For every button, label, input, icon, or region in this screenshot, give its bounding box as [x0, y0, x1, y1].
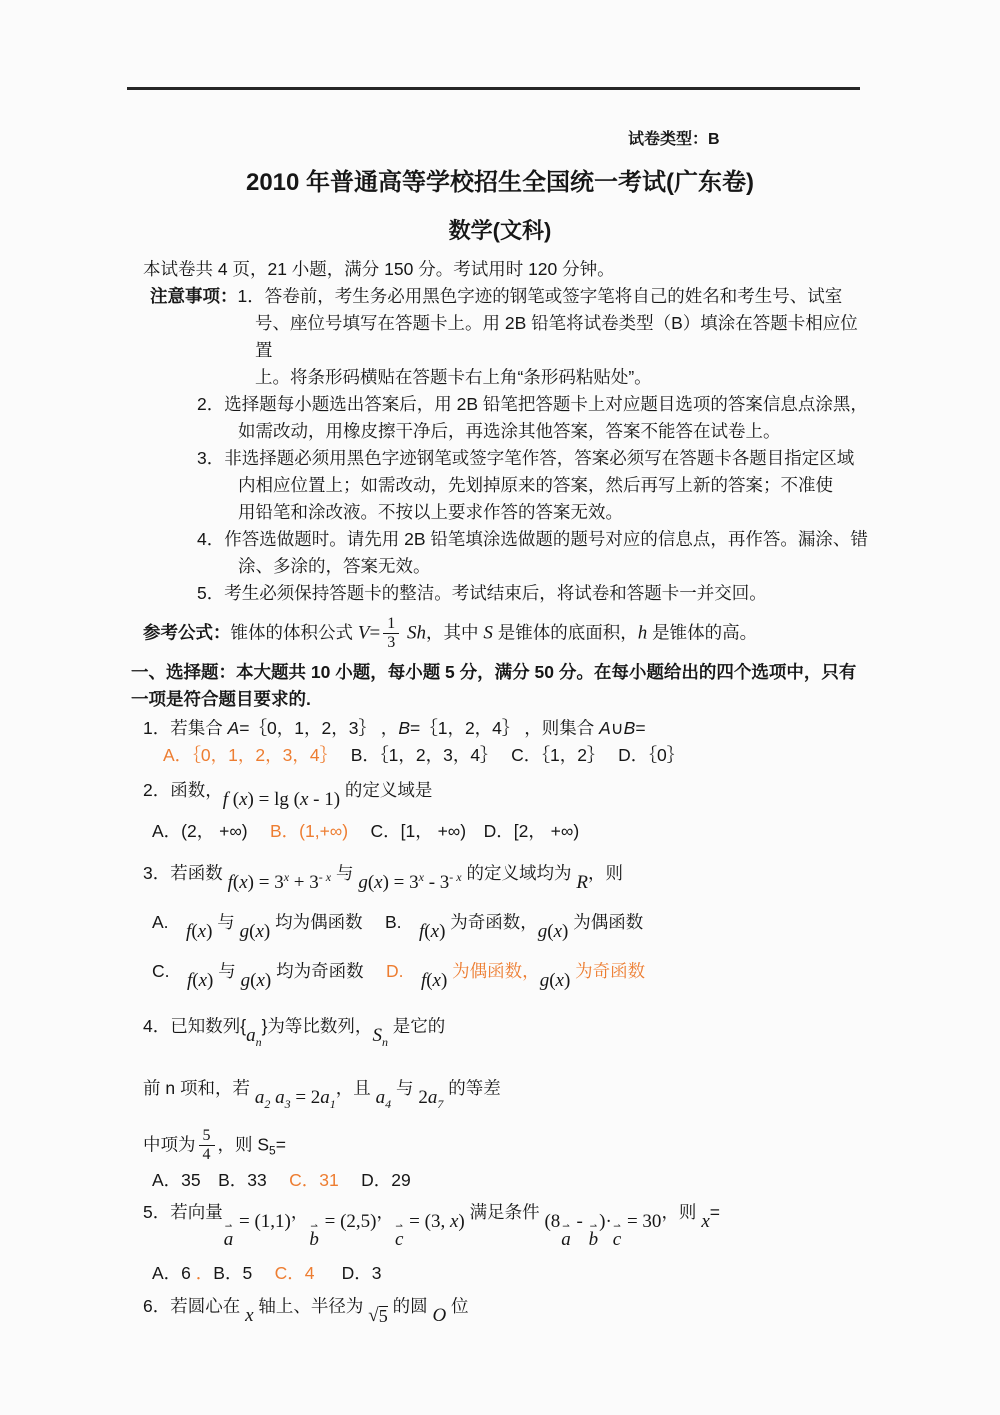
notes-item-4	[127, 526, 869, 553]
text-run: ⇀ a	[223, 1220, 234, 1250]
text-run: ⇀ c	[394, 1220, 404, 1250]
text-run: ，则	[661, 1201, 702, 1222]
text-run: 上。将条形码横贴在答题卡右上角“条形码粘贴处”。	[255, 367, 652, 387]
text-run: 3．若函数	[143, 862, 228, 883]
text-run: A	[599, 717, 611, 738]
text-run: a	[270, 1086, 285, 1108]
text-run: A．(2， +∞)	[152, 820, 270, 841]
text-run: ⇀ b	[309, 1220, 319, 1250]
text-run: 的等差	[443, 1077, 501, 1098]
notes-item-2	[127, 391, 869, 418]
document-body	[127, 256, 869, 1326]
text-run: - x	[318, 869, 332, 884]
text-run: g	[239, 920, 250, 942]
text-run: f	[419, 920, 425, 942]
vector-arrow-icon: ⇀	[395, 1220, 403, 1231]
text-run: R	[576, 871, 588, 893]
text-run: )	[562, 920, 569, 942]
text-run: (	[426, 969, 433, 991]
text-run: 是锥体的底面积，	[492, 622, 638, 643]
vector-arrow-icon: ⇀	[310, 1220, 318, 1231]
text-run: h	[637, 622, 648, 644]
text-run: 1	[329, 1096, 336, 1111]
text-run: 一项是符合题目要求的.	[131, 688, 311, 709]
text-run: A	[227, 717, 240, 738]
text-run: 是锥体的高。	[647, 622, 758, 643]
text-run: }为等比数列，	[261, 1015, 373, 1036]
section-heading-cont	[127, 686, 869, 713]
text-run: 均为偶函数 B.	[270, 911, 420, 932]
text-run: 与	[212, 911, 240, 932]
text-run: (8	[544, 1210, 561, 1232]
text-run: + 3	[289, 871, 319, 893]
text-run: 为奇函数，	[445, 911, 538, 932]
text-run: C．4	[274, 1262, 315, 1283]
text-run: B	[398, 717, 410, 738]
text-run: 6．若圆心在	[143, 1295, 246, 1316]
text-run: f	[186, 920, 192, 942]
text-run: S	[483, 622, 493, 644]
text-run: a	[320, 1086, 330, 1108]
paper-type-label: 试卷类型：B	[628, 131, 720, 148]
text-run: ) = 3	[382, 871, 419, 893]
text-run: 3．非选择题必须用黑色字迹钢笔或签字笔作答，答案必须写在答题卡各题目指定区域	[197, 448, 855, 468]
text-run: - x	[449, 869, 462, 884]
text-run: g	[537, 920, 548, 942]
question-4-cont	[127, 1075, 869, 1109]
text-run: =	[709, 1201, 720, 1222]
text-run: 2	[264, 1096, 271, 1111]
vector-arrow-icon: ⇀	[562, 1220, 570, 1231]
text-run: )	[440, 969, 448, 991]
text-run: )	[458, 1210, 465, 1232]
text-run: a	[246, 1024, 256, 1046]
text-run: 5	[269, 1143, 276, 1158]
text-run: x	[256, 969, 265, 991]
vector-arrow-icon: ⇀	[589, 1220, 598, 1231]
text-run: 中项为	[143, 1134, 196, 1155]
notes-item-2-cont	[127, 418, 869, 445]
text-run: 前 n 项和，若	[143, 1077, 255, 1098]
text-run: x	[418, 869, 424, 884]
text-run: x	[701, 1210, 710, 1232]
text-run: 与	[391, 1077, 419, 1098]
text-run: )	[439, 920, 446, 942]
text-run: 为偶函数	[568, 911, 644, 932]
question-4-cont2	[127, 1127, 869, 1165]
text-run: = 2	[290, 1086, 321, 1108]
question-4-options	[127, 1167, 869, 1194]
text-run: = 30	[622, 1210, 662, 1232]
text-run: 本试卷共 4 页，21 小题，满分 150 分。考试用时 120 分钟。	[143, 259, 615, 279]
text-run: O	[432, 1304, 447, 1326]
intro-line	[127, 256, 869, 283]
text-run: ⇀ b	[588, 1220, 599, 1250]
text-run: 1．若集合	[143, 717, 228, 738]
text-run: ∪	[610, 717, 624, 738]
text-run: x	[299, 788, 309, 810]
question-4	[127, 1013, 869, 1047]
text-run: f	[222, 788, 229, 810]
text-run: = (2,5)	[319, 1210, 377, 1232]
text-run: x	[283, 869, 290, 884]
notes-item-1-cont	[127, 364, 869, 391]
section-heading	[127, 659, 869, 686]
text-run: B．(1,+∞)	[269, 820, 349, 841]
text-run: (	[549, 969, 556, 991]
notes-item-1	[127, 283, 869, 310]
text-run: D.	[385, 960, 404, 981]
question-1	[127, 715, 869, 742]
text-run: 为奇函数	[570, 960, 646, 981]
text-run: a	[427, 1086, 438, 1108]
text-run: B	[623, 717, 636, 738]
question-2	[127, 777, 869, 810]
text-run: = (1,1)	[234, 1210, 291, 1232]
text-run: 5．若向量	[143, 1201, 223, 1222]
text-run: ，	[290, 1201, 309, 1222]
text-run: C．31	[289, 1169, 339, 1190]
text-run: 的定义域是	[340, 779, 433, 800]
text-run: ) = lg (	[247, 788, 300, 810]
text-run: f	[420, 969, 427, 991]
text-run: 为偶函数，	[447, 960, 540, 981]
text-run: 2．选择题每小题选出答案后，用 2B 铅笔把答题卡上对应题目选项的答案信息点涂黑，	[197, 394, 868, 414]
text-run: x	[239, 871, 248, 893]
text-run: ，	[376, 1201, 394, 1222]
text-run: (	[232, 871, 240, 893]
text-run: )	[207, 969, 214, 991]
text-run: 2	[418, 1086, 428, 1108]
text-run: 3	[284, 1096, 291, 1111]
text-run: =	[275, 1134, 286, 1155]
text-run: 的圆	[387, 1295, 433, 1316]
text-run: 1．答卷前，考生务必用黑色字迹的钢笔或签字笔将自己的姓名和考生号、试室	[237, 286, 843, 306]
text-run: 均为奇函数	[271, 960, 386, 981]
text-run: D．3	[314, 1262, 382, 1283]
text-run: 4	[385, 1096, 392, 1111]
text-run: A.	[152, 911, 187, 932]
text-run	[403, 961, 421, 981]
text-run: B．｛1，2，3，4｝ C．｛1，2｝ D．｛0｝	[328, 744, 685, 765]
question-6	[127, 1293, 869, 1326]
text-run: ⇀ c	[612, 1220, 622, 1250]
text-run: $\frac{1}{3}$	[383, 615, 399, 653]
text-run: ) = 3	[247, 871, 284, 893]
text-run: 号、座位号填写在答题卡上。用 2B 铅笔将试卷类型（B）填涂在答题卡相应位置	[255, 313, 858, 360]
text-run: (	[547, 920, 554, 942]
text-run: ．	[195, 1262, 214, 1283]
question-2-options	[127, 818, 869, 845]
text-run: B．5	[213, 1262, 275, 1283]
notes-item-1-cont	[127, 310, 869, 364]
text-run: x	[198, 969, 208, 991]
text-run: x	[239, 788, 248, 810]
text-run: (	[250, 969, 257, 991]
text-run: A．6	[152, 1262, 196, 1283]
text-run: 与	[331, 862, 359, 883]
text-run: =	[635, 717, 646, 738]
text-run: g	[358, 871, 368, 893]
text-run: 如需改动，用橡皮擦干净后，再选涂其他答案，答案不能答在试卷上。	[238, 421, 781, 441]
exam-title: 2010 年普通高等学校招生全国统一考试(广东卷)	[245, 169, 755, 196]
text-run: )	[563, 969, 571, 991]
text-run: Sh	[402, 622, 426, 644]
text-run: S	[372, 1024, 382, 1046]
text-run: - 1)	[308, 788, 341, 810]
text-run: x	[255, 920, 264, 942]
text-run: n	[381, 1034, 388, 1049]
exam-subtitle: 数学(文科)	[448, 218, 552, 243]
text-run: =	[369, 622, 381, 644]
text-run: 5．考生必须保持答题卡的整洁。考试结束后，将试卷和答题卡一并交回。	[197, 583, 767, 603]
text-run: $\frac{5}{4}$	[199, 1127, 215, 1165]
question-3-options-cd	[127, 958, 869, 991]
vector-arrow-icon: ⇀	[613, 1220, 621, 1231]
question-5-options	[127, 1260, 869, 1287]
text-run: A．35 B．33	[152, 1169, 290, 1190]
question-5	[127, 1199, 869, 1250]
text-run: n	[255, 1034, 262, 1049]
text-run: 用铅笔和涂改液。不按以上要求作答的答案无效。	[238, 502, 623, 522]
text-run: V	[357, 622, 370, 644]
text-run: 4．作答选做题时。请先用 2B 铅笔填涂选做题的题号对应的信息点，再作答。漏涂、错	[197, 529, 868, 549]
vector-arrow-icon: ⇀	[224, 1220, 233, 1231]
text-run: 锥体的体积公式	[230, 622, 358, 643]
text-run: 一、选择题：本大题共 10 小题，每小题 5 分，满分 50 分。在每小题给出的四个选项中，只有	[131, 661, 857, 682]
question-3-options-ab	[127, 909, 869, 942]
text-run: ，则	[587, 862, 623, 883]
text-run: ，则 S	[217, 1134, 270, 1155]
text-run: 与	[213, 960, 241, 981]
question-1-options	[127, 742, 869, 769]
text-run: x	[197, 920, 207, 942]
text-run: D．29	[338, 1169, 411, 1190]
text-run: A．｛0，1，2，3，4｝	[163, 744, 329, 765]
text-run: (	[228, 788, 240, 810]
text-run: ，其中	[425, 622, 484, 643]
text-run: x	[432, 969, 441, 991]
text-run: -	[571, 1210, 588, 1232]
text-run: 注意事项：	[150, 286, 238, 306]
text-run: =｛1，2，4｝ ，则集合	[410, 717, 600, 738]
text-run: 轴上、半径为	[253, 1295, 369, 1316]
text-run: (	[424, 920, 431, 942]
text-run: 涂、多涂的，答案无效。	[238, 556, 431, 576]
text-run: (	[367, 871, 375, 893]
text-run: f	[187, 969, 193, 991]
text-run: 参考公式：	[143, 622, 231, 643]
text-run: g	[539, 969, 550, 991]
text-run: C．[1， +∞) D．[2， +∞)	[348, 820, 580, 841]
notes-item-5	[127, 580, 869, 607]
top-divider	[127, 87, 860, 90]
text-run: )	[263, 920, 271, 942]
text-run: C.	[152, 960, 187, 981]
text-run: )	[264, 969, 272, 991]
text-run: f	[227, 871, 233, 893]
question-3	[127, 855, 869, 893]
text-run: x	[430, 920, 440, 942]
notes-item-3	[127, 445, 869, 472]
text-run: 的定义域均为	[461, 862, 577, 883]
text-run: 4．已知数列{	[143, 1015, 247, 1036]
text-run: (	[191, 920, 198, 942]
text-run: a	[254, 1086, 265, 1108]
text-run: x	[245, 1304, 254, 1326]
reference-formula	[127, 615, 869, 653]
text-run: = (3,	[404, 1210, 450, 1232]
text-run: ，且	[335, 1077, 376, 1098]
text-run: 位	[446, 1295, 469, 1316]
text-run: 满足条件	[464, 1201, 545, 1222]
text-run: 7	[437, 1096, 444, 1111]
notes-item-3-cont	[127, 499, 869, 526]
text-run: x	[449, 1210, 459, 1232]
notes-item-3-cont	[127, 472, 869, 499]
text-run: x	[374, 871, 383, 893]
text-run: 内相应位置上；如需改动，先划掉原来的答案，然后再写上新的答案；不准使	[238, 475, 833, 495]
text-run: =｛0，1，2，3｝ ，	[239, 717, 399, 738]
text-run: x	[555, 969, 564, 991]
text-run: 2．函数，	[143, 779, 223, 800]
text-run: )·	[599, 1210, 612, 1232]
text-run: x	[553, 920, 563, 942]
text-run: (	[249, 920, 256, 942]
text-run: √ 5	[368, 1304, 388, 1326]
text-run: 是它的	[387, 1015, 446, 1036]
text-run: g	[240, 969, 251, 991]
text-run: )	[206, 920, 213, 942]
notes-item-4-cont	[127, 553, 869, 580]
text-run: ⇀ a	[561, 1220, 571, 1250]
text-run: a	[375, 1086, 386, 1108]
text-run: (	[192, 969, 199, 991]
text-run: - 3	[423, 871, 450, 893]
